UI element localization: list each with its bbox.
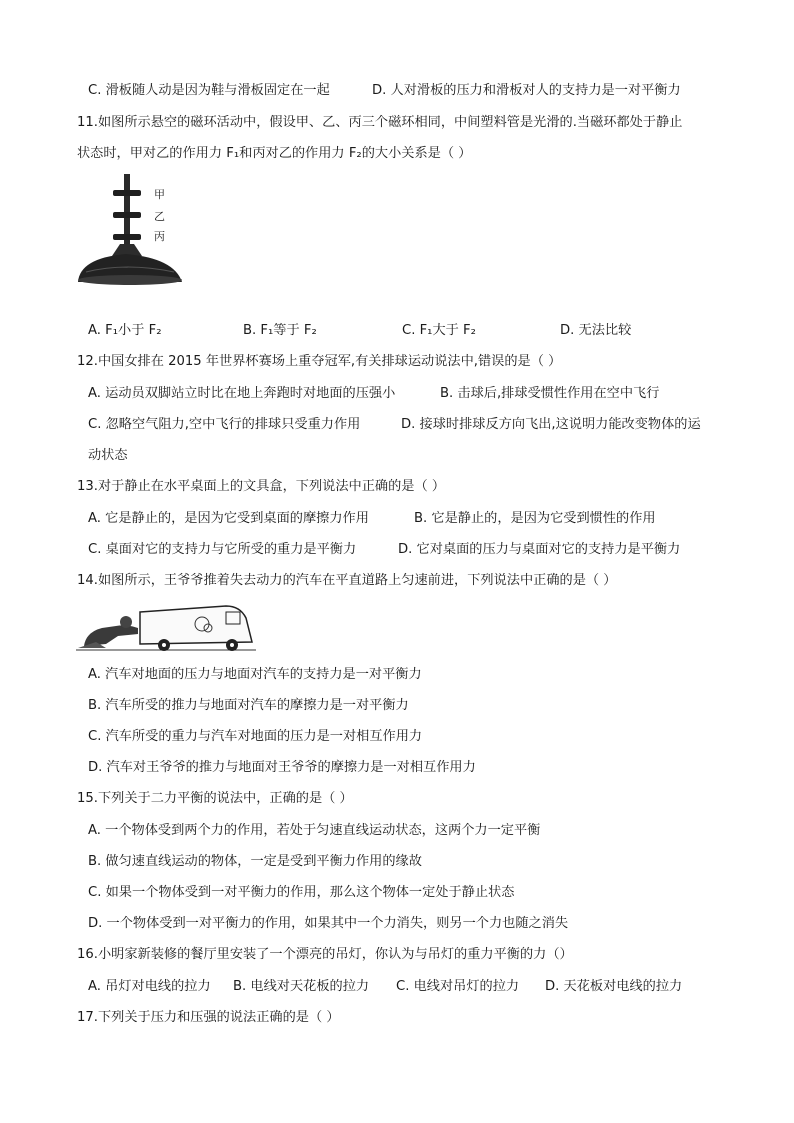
q11-option-d: D. 无法比较 xyxy=(560,323,632,338)
q12-option-d-cont: 动状态 xyxy=(88,448,128,463)
q15-stem: 15.下列关于二力平衡的说法中，正确的是（ ） xyxy=(77,791,353,806)
q13-option-b: B. 它是静止的，是因为它受到惯性的作用 xyxy=(414,511,656,526)
q11-stem-line1: 11.如图所示悬空的磁环活动中，假设甲、乙、丙三个磁环相同，中间塑料管是光滑的.当磁环都处于静止 xyxy=(77,115,683,130)
q13-option-c: C. 桌面对它的支持力与它所受的重力是平衡力 xyxy=(88,542,357,557)
q11-option-c: C. F₁大于 F₂ xyxy=(402,323,476,338)
q15-option-a: A. 一个物体受到两个力的作用，若处于匀速直线运动状态，这两个力一定平衡 xyxy=(88,823,541,838)
ring-label-bing: 丙 xyxy=(154,230,165,243)
q14-option-d: D. 汽车对王爷爷的推力与地面对王爷爷的摩擦力是一对相互作用力 xyxy=(88,760,476,775)
q13-stem: 13.对于静止在水平桌面上的文具盒，下列说法中正确的是（ ） xyxy=(77,479,446,494)
q15-option-c: C. 如果一个物体受到一对平衡力的作用，那么这个物体一定处于静止状态 xyxy=(88,885,515,900)
q16-option-c: C. 电线对吊灯的拉力 xyxy=(396,979,520,994)
q12-option-d: D. 接球时排球反方向飞出,这说明力能改变物体的运 xyxy=(401,417,701,432)
car-pushing-figure xyxy=(76,598,256,654)
q16-option-a: A. 吊灯对电线的拉力 xyxy=(88,979,211,994)
q12-option-a: A. 运动员双脚站立时比在地上奔跑时对地面的压强小 xyxy=(88,386,396,401)
ring-label-jia: 甲 xyxy=(154,188,165,201)
q12-option-b: B. 击球后,排球受惯性作用在空中飞行 xyxy=(440,386,660,401)
q11-option-a: A. F₁小于 F₂ xyxy=(88,323,162,338)
q11-stem-line2: 状态时，甲对乙的作用力 F₁和丙对乙的作用力 F₂的大小关系是（ ） xyxy=(77,146,472,161)
magnetic-ring-figure xyxy=(76,172,186,290)
q14-stem: 14.如图所示，王爷爷推着失去动力的汽车在平直道路上匀速前进，下列说法中正确的是（ ） xyxy=(77,573,617,588)
q14-option-b: B. 汽车所受的推力与地面对汽车的摩擦力是一对平衡力 xyxy=(88,698,409,713)
q14-option-c: C. 汽车所受的重力与汽车对地面的压力是一对相互作用力 xyxy=(88,729,423,744)
q15-option-d: D. 一个物体受到一对平衡力的作用，如果其中一个力消失，则另一个力也随之消失 xyxy=(88,916,569,931)
q16-stem: 16.小明家新装修的餐厅里安装了一个漂亮的吊灯，你认为与吊灯的重力平衡的力（） xyxy=(77,947,573,962)
q13-option-a: A. 它是静止的，是因为它受到桌面的摩擦力作用 xyxy=(88,511,369,526)
q17-stem: 17.下列关于压力和压强的说法正确的是（ ） xyxy=(77,1010,340,1025)
q10-option-d: D. 人对滑板的压力和滑板对人的支持力是一对平衡力 xyxy=(372,83,681,98)
q12-option-c: C. 忽略空气阻力,空中飞行的排球只受重力作用 xyxy=(88,417,361,432)
q15-option-b: B. 做匀速直线运动的物体，一定是受到平衡力作用的缘故 xyxy=(88,854,422,869)
q16-option-b: B. 电线对天花板的拉力 xyxy=(233,979,370,994)
q16-option-d: D. 天花板对电线的拉力 xyxy=(545,979,683,994)
q14-option-a: A. 汽车对地面的压力与地面对汽车的支持力是一对平衡力 xyxy=(88,667,422,682)
q12-stem: 12.中国女排在 2015 年世界杯赛场上重夺冠军,有关排球运动说法中,错误的是（ ） xyxy=(77,354,562,369)
q10-option-c: C. 滑板随人动是因为鞋与滑板固定在一起 xyxy=(88,83,330,98)
q13-option-d: D. 它对桌面的压力与桌面对它的支持力是平衡力 xyxy=(398,542,681,557)
ring-label-yi: 乙 xyxy=(154,210,165,223)
q11-option-b: B. F₁等于 F₂ xyxy=(243,323,317,338)
